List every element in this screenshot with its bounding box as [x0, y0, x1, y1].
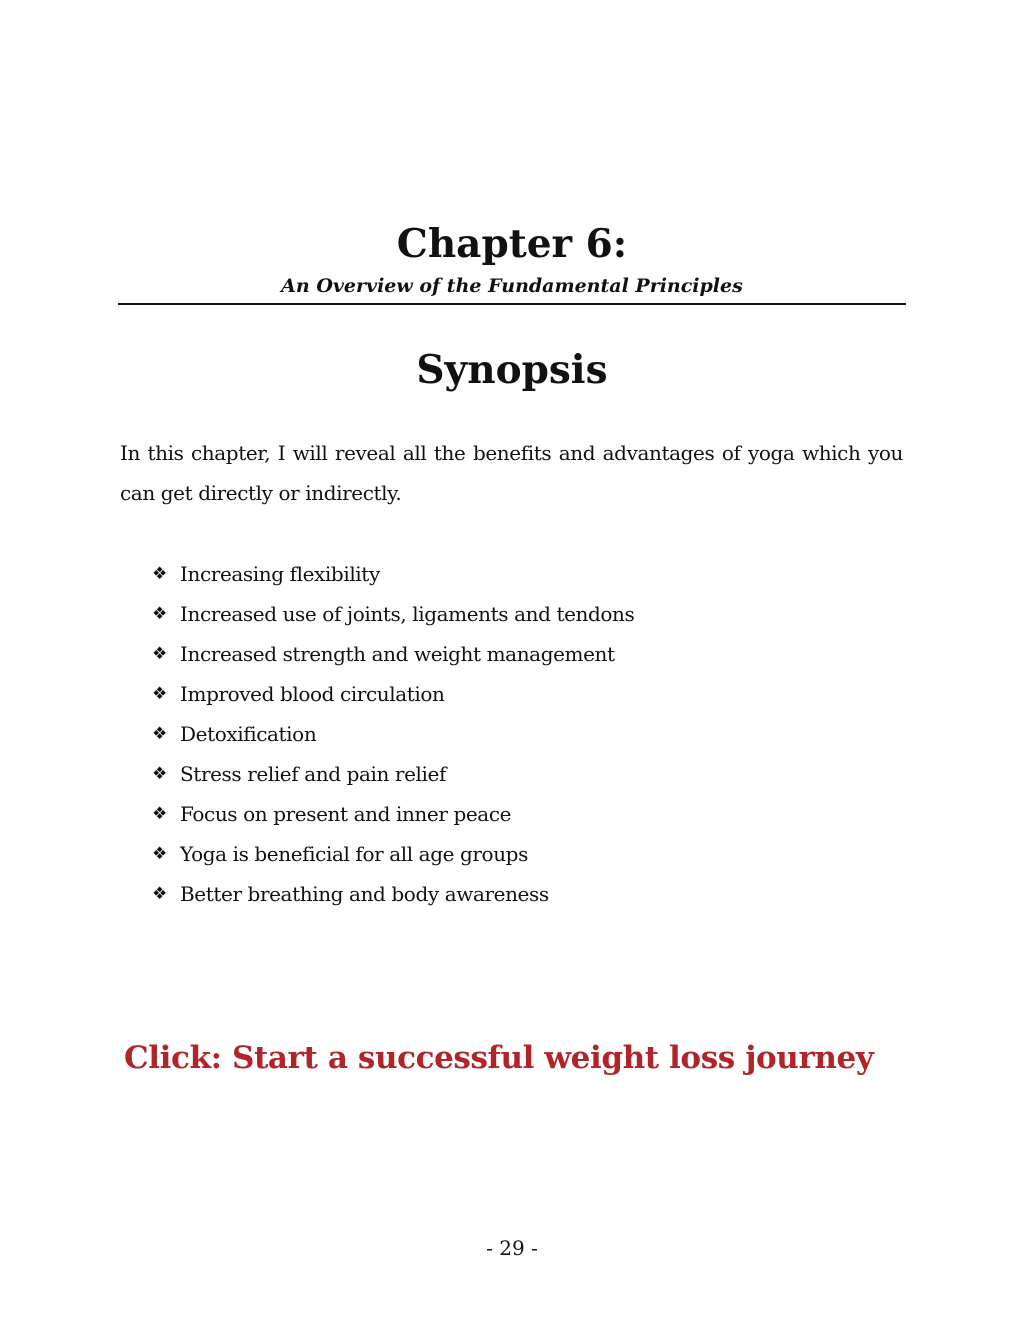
- synopsis-heading: Synopsis: [416, 347, 608, 393]
- title-divider: [118, 303, 906, 305]
- list-item-label: Stress relief and pain relief: [180, 762, 446, 786]
- chapter-subtitle: An Overview of the Fundamental Principles: [281, 275, 743, 297]
- page-number: - 29 -: [486, 1236, 538, 1260]
- four-diamond-bullet-icon: ❖: [152, 644, 167, 664]
- list-item: [152, 594, 912, 634]
- list-item-label: Better breathing and body awareness: [180, 882, 549, 906]
- list-item-label: Detoxification: [180, 722, 317, 746]
- weight-loss-journey-link[interactable]: Click: Start a successful weight loss journey: [124, 1040, 874, 1076]
- four-diamond-bullet-icon: ❖: [152, 884, 167, 904]
- list-item: [152, 554, 912, 594]
- four-diamond-bullet-icon: ❖: [152, 564, 167, 584]
- list-item-label: Increased strength and weight management: [180, 642, 615, 666]
- list-item: [152, 714, 912, 754]
- benefit-list: [152, 554, 912, 914]
- four-diamond-bullet-icon: ❖: [152, 764, 167, 784]
- list-item: [152, 674, 912, 714]
- list-item: [152, 754, 912, 794]
- four-diamond-bullet-icon: ❖: [152, 804, 167, 824]
- list-item: [152, 794, 912, 834]
- list-item: [152, 834, 912, 874]
- list-item: [152, 874, 912, 914]
- list-item-label: Yoga is beneficial for all age groups: [180, 842, 528, 866]
- four-diamond-bullet-icon: ❖: [152, 724, 167, 744]
- four-diamond-bullet-icon: ❖: [152, 604, 167, 624]
- list-item-label: Increasing flexibility: [180, 562, 380, 586]
- intro-paragraph: In this chapter, I will reveal all the benefits and advantages of yoga which you can get directly or indirectly.: [120, 441, 903, 505]
- list-item-label: Increased use of joints, ligaments and tendons: [180, 602, 635, 626]
- chapter-title: Chapter 6:: [396, 221, 628, 267]
- list-item: [152, 634, 912, 674]
- list-item-label: Focus on present and inner peace: [180, 802, 512, 826]
- four-diamond-bullet-icon: ❖: [152, 844, 167, 864]
- four-diamond-bullet-icon: ❖: [152, 684, 167, 704]
- list-item-label: Improved blood circulation: [180, 682, 445, 706]
